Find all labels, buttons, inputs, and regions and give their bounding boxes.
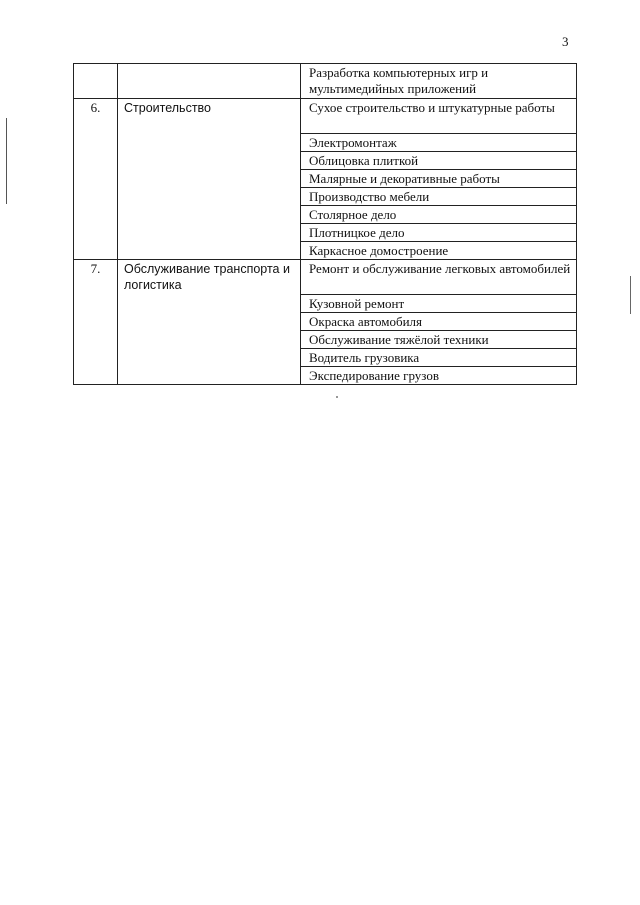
profession-cell: Обслуживание тяжёлой техники xyxy=(301,331,577,349)
profession-cell: Экспедирование грузов xyxy=(301,367,577,385)
profession-cell: Водитель грузовика xyxy=(301,349,577,367)
profession-cell: Ремонт и обслуживание легковых автомобилей xyxy=(301,260,577,295)
table-row xyxy=(74,99,577,134)
profession-cell: Малярные и декоративные работы xyxy=(301,170,577,188)
page-number: 3 xyxy=(562,34,569,49)
profession-cell: Производство мебели xyxy=(301,188,577,206)
table-row xyxy=(74,260,577,295)
area-name: Строительство xyxy=(118,99,301,260)
area-name: Обслуживание транспорта и логистика xyxy=(118,260,301,385)
profession-cell: Плотницкое дело xyxy=(301,224,577,242)
profession-cell: Разработка компьютерных игр и мультимедийных приложений xyxy=(301,64,577,99)
profession-cell: Каркасное домостроение xyxy=(301,242,577,260)
profession-cell: Кузовной ремонт xyxy=(301,295,577,313)
profession-cell: Облицовка плиткой xyxy=(301,152,577,170)
profession-cell: Столярное дело xyxy=(301,206,577,224)
scan-speck xyxy=(336,396,338,398)
row-number: 7. xyxy=(74,260,118,385)
scan-margin-mark-left xyxy=(6,118,7,204)
table-row xyxy=(74,64,577,99)
area-name xyxy=(118,64,301,99)
professions-table xyxy=(73,63,577,385)
row-number: 6. xyxy=(74,99,118,260)
profession-cell: Окраска автомобиля xyxy=(301,313,577,331)
row-number xyxy=(74,64,118,99)
profession-cell: Сухое строительство и штукатурные работы xyxy=(301,99,577,134)
profession-cell: Электромонтаж xyxy=(301,134,577,152)
scan-margin-mark-right xyxy=(630,276,631,314)
